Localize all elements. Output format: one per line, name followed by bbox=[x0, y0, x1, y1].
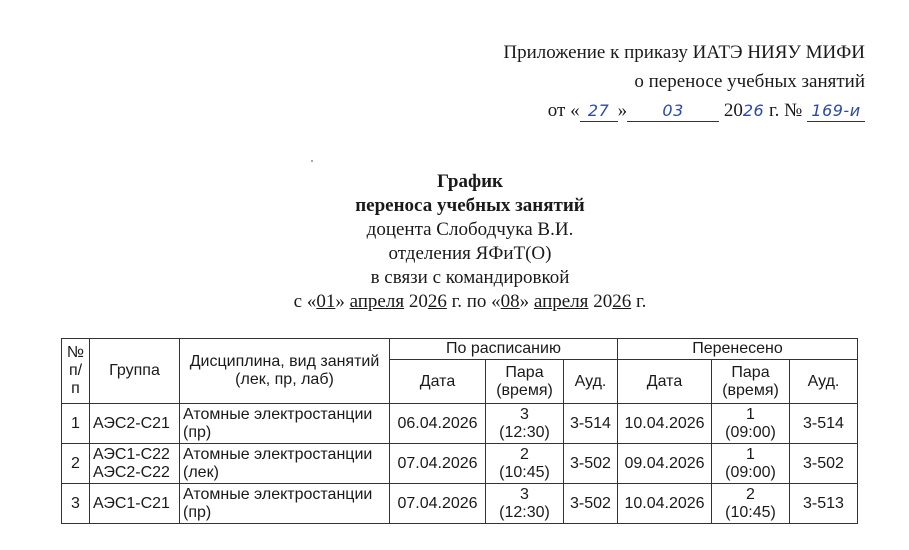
discipline-type: (пр) bbox=[183, 503, 212, 521]
header-line-1: Приложение к приказу ИАТЭ НИЯУ МИФИ bbox=[503, 42, 865, 63]
header-moved-date: Дата bbox=[618, 360, 712, 404]
pair-number: 3 bbox=[520, 405, 529, 423]
header-pair-line: Пара bbox=[505, 363, 544, 381]
row-sched-date: 06.04.2026 bbox=[390, 404, 486, 444]
group-code: АЭС1-С22 bbox=[93, 445, 170, 463]
row-group bbox=[90, 444, 180, 484]
row-moved-date: 09.04.2026 bbox=[618, 444, 712, 484]
period-text: » bbox=[335, 291, 350, 312]
order-date-number-line bbox=[503, 96, 865, 125]
row-sched-room: 3-502 bbox=[564, 484, 618, 524]
row-moved-room: 3-513 bbox=[790, 484, 858, 524]
table-header-row bbox=[62, 339, 858, 360]
header-pair-line: Пара bbox=[731, 363, 770, 381]
pair-number: 1 bbox=[746, 445, 755, 463]
table-row bbox=[62, 444, 858, 484]
period-end-year: 26 bbox=[612, 291, 632, 312]
table-row bbox=[62, 404, 858, 444]
row-discipline bbox=[180, 444, 390, 484]
order-prefix: от « bbox=[547, 100, 580, 121]
title-line-3: доцента Слободчука В.И. bbox=[366, 219, 574, 240]
document-title bbox=[0, 170, 909, 314]
row-group bbox=[90, 484, 180, 524]
header-pair-line: (время) bbox=[722, 381, 779, 399]
order-year-prefix: 20 bbox=[723, 100, 743, 121]
header-line-2: о переносе учебных занятий bbox=[634, 71, 865, 92]
title-line-1: График bbox=[437, 171, 503, 192]
title-period bbox=[0, 290, 909, 314]
pair-time: (10:45) bbox=[499, 463, 550, 481]
pair-time: (09:00) bbox=[725, 463, 776, 481]
pair-number: 1 bbox=[746, 405, 755, 423]
stray-dot bbox=[311, 160, 313, 162]
pair-time: (12:30) bbox=[499, 503, 550, 521]
row-sched-date: 07.04.2026 bbox=[390, 444, 486, 484]
header-pair-line: (время) bbox=[496, 381, 553, 399]
row-sched-room: 3-514 bbox=[564, 404, 618, 444]
order-month-handwritten: 03 bbox=[627, 101, 719, 122]
pair-number: 2 bbox=[746, 485, 755, 503]
period-text: 20 bbox=[404, 291, 428, 312]
row-sched-room: 3-502 bbox=[564, 444, 618, 484]
header-discipline-line: Дисциплина, вид занятий bbox=[189, 353, 380, 370]
header-moved-pair bbox=[712, 360, 790, 404]
period-text: г. по « bbox=[446, 291, 501, 312]
order-reference bbox=[503, 38, 865, 125]
header-number-part: п bbox=[71, 380, 80, 397]
row-sched-pair bbox=[486, 444, 564, 484]
pair-time: (09:00) bbox=[725, 423, 776, 441]
header-group: Группа bbox=[90, 339, 180, 404]
discipline-name: Атомные электростанции bbox=[183, 485, 373, 503]
row-number: 1 bbox=[62, 404, 90, 444]
header-number-part: п/ bbox=[68, 362, 83, 379]
row-moved-room: 3-502 bbox=[790, 444, 858, 484]
order-year-label: г. № bbox=[764, 100, 807, 121]
period-text: » bbox=[519, 291, 534, 312]
discipline-type: (лек) bbox=[183, 463, 219, 481]
row-discipline bbox=[180, 404, 390, 444]
header-sched-pair bbox=[486, 360, 564, 404]
row-moved-room: 3-514 bbox=[790, 404, 858, 444]
order-year-handwritten: 26 bbox=[742, 101, 765, 120]
row-moved-date: 10.04.2026 bbox=[618, 404, 712, 444]
row-sched-pair bbox=[486, 484, 564, 524]
row-group bbox=[90, 404, 180, 444]
header-discipline-line: (лек, пр, лаб) bbox=[235, 371, 334, 388]
title-line-5: в связи с командировкой bbox=[370, 267, 570, 288]
pair-time: (12:30) bbox=[499, 423, 550, 441]
row-moved-pair bbox=[712, 484, 790, 524]
order-mid: » bbox=[617, 100, 628, 121]
pair-number: 2 bbox=[520, 445, 529, 463]
header-number-part: № bbox=[66, 344, 85, 361]
period-text: с « bbox=[293, 291, 317, 312]
period-end-month: апреля bbox=[533, 291, 589, 312]
row-discipline bbox=[180, 484, 390, 524]
period-text: 20 bbox=[588, 291, 613, 312]
group-code: АЭС1-С21 bbox=[93, 494, 170, 512]
row-number: 2 bbox=[62, 444, 90, 484]
header-schedule: По расписанию bbox=[390, 339, 618, 360]
header-sched-room: Ауд. bbox=[564, 360, 618, 404]
period-start-day: 01 bbox=[316, 291, 336, 312]
schedule-table bbox=[61, 338, 858, 524]
discipline-name: Атомные электростанции bbox=[183, 445, 373, 463]
order-number-handwritten: 169-и bbox=[807, 101, 865, 122]
discipline-type: (пр) bbox=[183, 423, 212, 441]
row-sched-pair bbox=[486, 404, 564, 444]
row-moved-pair bbox=[712, 404, 790, 444]
period-text: г. bbox=[631, 291, 647, 312]
row-number: 3 bbox=[62, 484, 90, 524]
discipline-name: Атомные электростанции bbox=[183, 405, 373, 423]
period-end-day: 08 bbox=[500, 291, 520, 312]
header-number bbox=[62, 339, 90, 404]
header-sched-date: Дата bbox=[390, 360, 486, 404]
row-sched-date: 07.04.2026 bbox=[390, 484, 486, 524]
row-moved-date: 10.04.2026 bbox=[618, 484, 712, 524]
group-code: АЭС2-С22 bbox=[93, 463, 170, 481]
pair-time: (10:45) bbox=[725, 503, 776, 521]
title-line-4: отделения ЯФиТ(О) bbox=[388, 243, 552, 264]
table-row bbox=[62, 484, 858, 524]
group-code: АЭС2-С21 bbox=[93, 414, 170, 432]
pair-number: 3 bbox=[520, 485, 529, 503]
period-start-year: 26 bbox=[427, 291, 447, 312]
header-discipline bbox=[180, 339, 390, 404]
title-line-2: переноса учебных занятий bbox=[355, 195, 585, 216]
period-start-month: апреля bbox=[349, 291, 405, 312]
header-moved-room: Ауд. bbox=[790, 360, 858, 404]
header-moved: Перенесено bbox=[618, 339, 858, 360]
order-day-handwritten: 27 bbox=[580, 101, 618, 122]
row-moved-pair bbox=[712, 444, 790, 484]
